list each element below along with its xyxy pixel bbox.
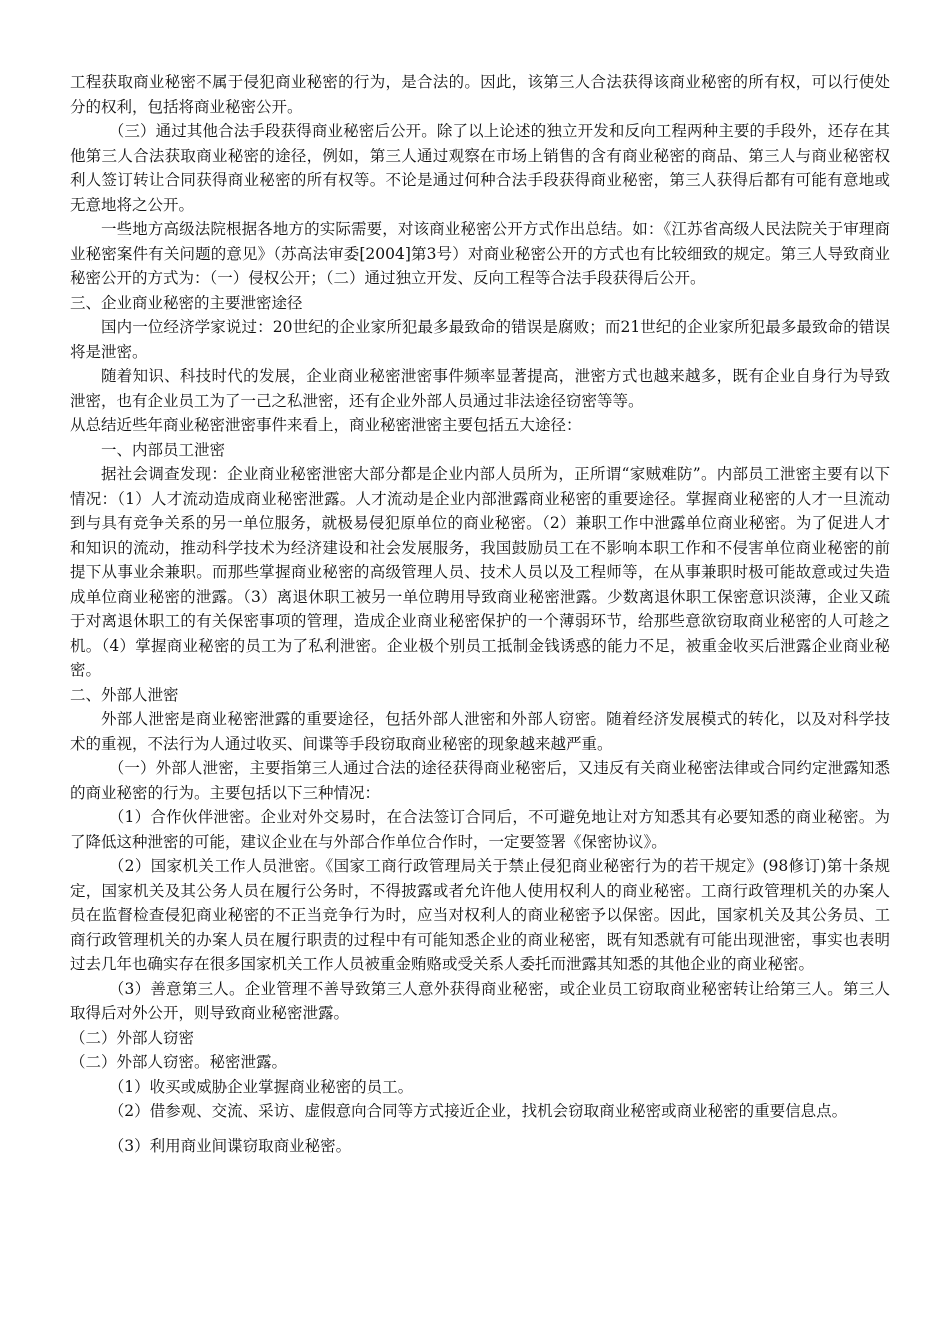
section-heading-leak-channels: 三、企业商业秘密的主要泄密途径 (70, 293, 303, 312)
subheading-external-theft: （二）外部人窃密 (70, 1028, 195, 1047)
document-page (70, 70, 890, 1158)
paragraph-knowledge-era: 随着知识、科技时代的发展，企业商业秘密泄密事件频率显著提高，泄密方式也越来越多，既有企业自身行为导致泄密，也有企业员工为了一己之私泄密，还有企业外部人员通过非法途径窃密等等。 (70, 367, 890, 410)
list-item-bribe-employees: （1）收买或威胁企业掌握商业秘密的员工。 (108, 1077, 414, 1096)
subheading-internal-employee-leak: 一、内部员工泄密 (101, 440, 226, 459)
paragraph-high-court-summary: 一些地方高级法院根据各地方的实际需要，对该商业秘密公开方式作出总结。如：《江苏省高级人民法院关于审理商业秘密案件有关问题的意见》（苏高法审委[2004]第3号）对商业秘密公开的方式也有比较细致的规定。第三人导致商业秘密公开的方式为：（一）侵权公开；（二）通过独立开发、反向工程等合法手段获得后公开。 (70, 220, 890, 287)
paragraph-external-leak-intro: 外部人泄密是商业秘密泄露的重要途径，包括外部人泄密和外部人窃密。随着经济发展模式的转化，以及对科学技术的重视，不法行为人通过收买、间谍等手段窃取商业秘密的现象越来越严重。 (70, 710, 890, 753)
subheading-external-leak: 二、外部人泄密 (70, 685, 179, 704)
paragraph-internal-leak-details: 据社会调查发现：企业商业秘密泄密大部分都是企业内部人员所为，正所谓“家贼难防”。内部员工泄密主要有以下情况：（1）人才流动造成商业秘密泄露。人才流动是企业内部泄露商业秘密的重要途径。掌握商业秘密的人才一旦流动到与具有竞争关系的另一单位服务，就极易侵犯原单位的商业秘密。（2）兼职工作中泄露单位商业秘密。为了促进人才和知识的流动，推动科学技术为经济建设和社会发展服务，我国鼓励员工在不影响本职工作和不侵害单位商业秘密的前提下从事业余兼职。而那些掌握商业秘密的高级管理人员、技术人员以及工程师等，在从事兼职时极可能故意或过失造成单位商业秘密的泄露。（3）离退休职工被另一单位聘用导致商业秘密泄露。少数离退休职工保密意识淡薄，企业又疏于对离退休职工的有关保密事项的管理，造成企业商业秘密保护的一个薄弱环节，给那些意欲窃取商业秘密的人可趁之机。（4）掌握商业秘密的员工为了私利泄密。企业极个别员工抵制金钱诱惑的能力不足，被重金收买后泄露企业商业秘密。 (70, 465, 890, 679)
paragraph-continuation: 工程获取商业秘密不属于侵犯商业秘密的行为，是合法的。因此，该第三人合法获得该商业秘密的所有权，可以行使处分的权利，包括将商业秘密公开。 (70, 73, 890, 116)
paragraph-external-leak-definition: （一）外部人泄密，主要指第三人通过合法的途径获得商业秘密后，又违反有关商业秘密法律或合同约定泄露知悉的商业秘密的行为。主要包括以下三种情况： (70, 759, 890, 802)
list-item-approach-enterprise: （2）借参观、交流、采访、虚假意向合同等方式接近企业，找机会窃取商业秘密或商业秘密的重要信息点。 (108, 1102, 848, 1120)
subheading-external-theft-repeat: （二）外部人窃密。秘密泄露。 (70, 1053, 288, 1071)
paragraph-five-channels: 从总结近些年商业秘密泄密事件来看上，商业秘密泄密主要包括五大途径： (70, 416, 582, 434)
paragraph-bona-fide-third-party: （3）善意第三人。企业管理不善导致第三人意外获得商业秘密，或企业员工窃取商业秘密转让给第三人。第三人取得后对外公开，则导致商业秘密泄露。 (70, 979, 890, 1022)
paragraph-partner-leak: （1）合作伙伴泄密。企业对外交易时，在合法签订合同后，不可避免地让对方知悉其有必要知悉的商业秘密。为了降低这种泄密的可能，建议企业在与外部合作单位合作时，一定要签署《保密协议》。 (70, 808, 890, 851)
paragraph-government-staff-leak: （2）国家机关工作人员泄密。《国家工商行政管理局关于禁止侵犯商业秘密行为的若干规定》(98修订)第十条规定，国家机关及其公务人员在履行公务时，不得披露或者允许他人使用权利人的商业秘密。工商行政管理机关的办案人员在监督检查侵犯商业秘密的不正当竞争行为时，应当对权利人的商业秘密予以保密。因此，国家机关及其公务员、工商行政管理机关的办案人员在履行职责的过程中有可能知悉企业的商业秘密，既有知悉就有可能出现泄密，事实也表明过去几年也确实存在很多国家机关工作人员被重金贿赂或受关系人委托而泄露其知悉的其他企业的商业秘密。 (70, 857, 890, 973)
paragraph-economist-quote: 国内一位经济学家说过：20世纪的企业家所犯最多最致命的错误是腐败；而21世纪的企业家所犯最多最致命的错误将是泄密。 (70, 318, 890, 361)
paragraph-other-legal-means: （三）通过其他合法手段获得商业秘密后公开。除了以上论述的独立开发和反向工程两种主要的手段外，还存在其他第三人合法获取商业秘密的途径，例如，第三人通过观察在市场上销售的含有商业秘密的商品、第三人与商业秘密权利人签订转让合同获得商业秘密的所有权等。不论是通过何种合法手段获得商业秘密，第三人获得后都有可能有意地或无意地将之公开。 (70, 122, 890, 214)
list-item-commercial-spies: （3）利用商业间谍窃取商业秘密。 (108, 1136, 352, 1155)
